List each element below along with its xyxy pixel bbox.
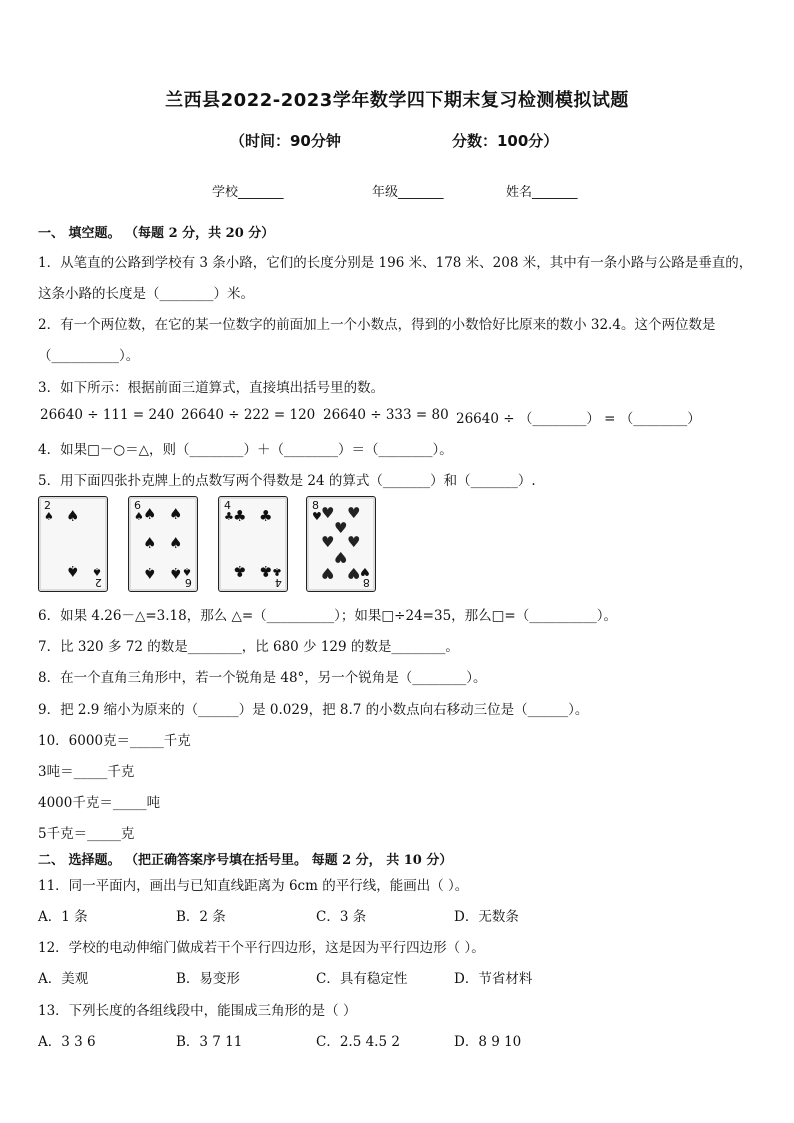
spade-icon: ♠ (143, 564, 157, 582)
playing-cards (38, 496, 378, 592)
question-1-line-2: 这条小路的长度是（________）米。 (38, 286, 254, 302)
heart-icon: ♥ (321, 533, 335, 551)
question-10-line-2: 3吨＝_____千克 (38, 764, 135, 780)
question-13-option-a[interactable]: A．3 3 6 (38, 1034, 96, 1050)
heart-icon: ♥ (347, 533, 361, 551)
heart-icon: ♥ (321, 564, 335, 582)
card-rank: 2 ♠ (44, 499, 54, 523)
spade-icon: ♠ (169, 534, 183, 552)
exam-score: 分数：100分） (452, 132, 559, 150)
question-13-option-c[interactable]: C．2.5 4.5 2 (316, 1034, 400, 1050)
question-3-equation-1: 26640 ÷ 111 = 240 (40, 407, 175, 423)
heart-icon: ♥ (334, 519, 348, 537)
question-10-line-3: 4000千克＝_____吨 (38, 795, 161, 811)
exam-title: 兰西县2022-2023学年数学四下期末复习检测模拟试题 (165, 90, 629, 111)
question-12-line-1: 12．学校的电动伸缩门做成若干个平行四边形，这是因为平行四边形（ ）。 (38, 940, 485, 956)
club-icon: ♣ (233, 562, 247, 580)
question-2-line-1: 2．有一个两位数，在它的某一位数字的前面加上一个小数点，得到的小数恰好比原来的数小 32.4。这个两位数是 (38, 317, 716, 333)
question-12-option-d[interactable]: D．节省材料 (454, 971, 533, 987)
question-2-line-2: （__________）。 (38, 348, 140, 364)
exam-time: （时间：90分钟 (230, 132, 341, 150)
question-10-line-1: 10．6000克＝_____千克 (38, 733, 191, 749)
question-3-equation-4: 26640 ÷ （________） = （________） (456, 411, 701, 427)
question-3-equation-3: 26640 ÷ 333 = 80 (323, 407, 449, 423)
card-rank: 4 ♣ (272, 565, 282, 589)
exam-subtitle (230, 130, 590, 151)
spade-icon: ♠ (143, 534, 157, 552)
question-3-equation-2: 26640 ÷ 222 = 120 (181, 407, 316, 423)
spade-icon: ♠ (66, 562, 80, 580)
name-field[interactable]: 姓名_______ (506, 185, 578, 200)
question-12-option-a[interactable]: A．美观 (38, 971, 89, 987)
card-rank: 2 ♠ (92, 565, 102, 589)
card-rank: 8 ♥ (360, 565, 370, 589)
card-rank: 6 ♠ (182, 565, 192, 589)
club-icon: ♣ (233, 507, 247, 525)
question-9-line-1: 9．把 2.9 缩小为原来的（______）是 0.029，把 8.7 的小数点向右移动三位是（______）。 (38, 702, 589, 718)
card-rank: 4 ♣ (224, 499, 234, 523)
question-12-option-c[interactable]: C．具有稳定性 (316, 971, 408, 987)
spade-icon: ♠ (169, 505, 183, 523)
heart-icon: ♥ (321, 504, 335, 522)
question-13-line-1: 13．下列长度的各组线段中，能围成三角形的是（ ） (38, 1003, 357, 1019)
question-10-line-4: 5千克＝_____克 (38, 826, 135, 842)
playing-card-1 (38, 496, 108, 592)
club-icon: ♣ (259, 507, 273, 525)
question-3-line-1: 3．如下所示：根据前面三道算式，直接填出括号里的数。 (38, 380, 385, 396)
question-5-line-1: 5．用下面四张扑克牌上的点数写两个得数是 24 的算式（_______）和（_______）. (38, 473, 536, 489)
school-field[interactable]: 学校_______ (212, 185, 284, 200)
question-11-option-c[interactable]: C．3 条 (316, 909, 367, 925)
grade-field[interactable]: 年级_______ (372, 185, 444, 200)
spade-icon: ♠ (66, 507, 80, 525)
card-rank: 8 ♥ (312, 499, 322, 523)
playing-card-2 (128, 496, 198, 592)
heart-icon: ♥ (347, 564, 361, 582)
question-4-line-1: 4．如果□－○＝△，则（________）＋（________）＝（________）。 (38, 442, 453, 458)
heart-icon: ♥ (347, 504, 361, 522)
question-7-line-1: 7．比 320 多 72 的数是________，比 680 少 129 的数是________。 (38, 639, 459, 655)
spade-icon: ♠ (169, 564, 183, 582)
question-1-line-1: 1．从笔直的公路到学校有 3 条小路，它们的长度分别是 196 米、178 米、208 米，其中有一条小路与公路是垂直的， (38, 255, 753, 271)
playing-card-3 (218, 496, 288, 592)
spade-icon: ♠ (143, 505, 157, 523)
question-11-option-b[interactable]: B．2 条 (176, 909, 226, 925)
section-2-heading: 二、 选择题。 （把正确答案序号填在括号里。 每题 2 分， 共 10 分） (38, 853, 453, 868)
question-11-option-d[interactable]: D．无数条 (454, 909, 519, 925)
question-8-line-1: 8．在一个直角三角形中，若一个锐角是 48°，另一个锐角是（________）。 (38, 670, 487, 686)
club-icon: ♣ (259, 562, 273, 580)
question-11-line-1: 11．同一平面内，画出与已知直线距离为 6cm 的平行线，能画出（ ）。 (38, 878, 469, 894)
playing-card-4 (306, 496, 376, 592)
question-13-option-d[interactable]: D．8 9 10 (454, 1034, 522, 1050)
question-13-option-b[interactable]: B．3 7 11 (176, 1034, 243, 1050)
section-1-heading: 一、 填空题。 （每题 2 分，共 20 分） (38, 226, 275, 241)
card-rank: 6 ♠ (134, 499, 144, 523)
question-12-option-b[interactable]: B．易变形 (176, 971, 240, 987)
question-6-line-1: 6．如果 4.26－△=3.18，那么 △=（__________）；如果□÷24=35，那么□=（__________）。 (38, 608, 617, 624)
question-11-option-a[interactable]: A．1 条 (38, 909, 88, 925)
heart-icon: ♥ (334, 548, 348, 566)
